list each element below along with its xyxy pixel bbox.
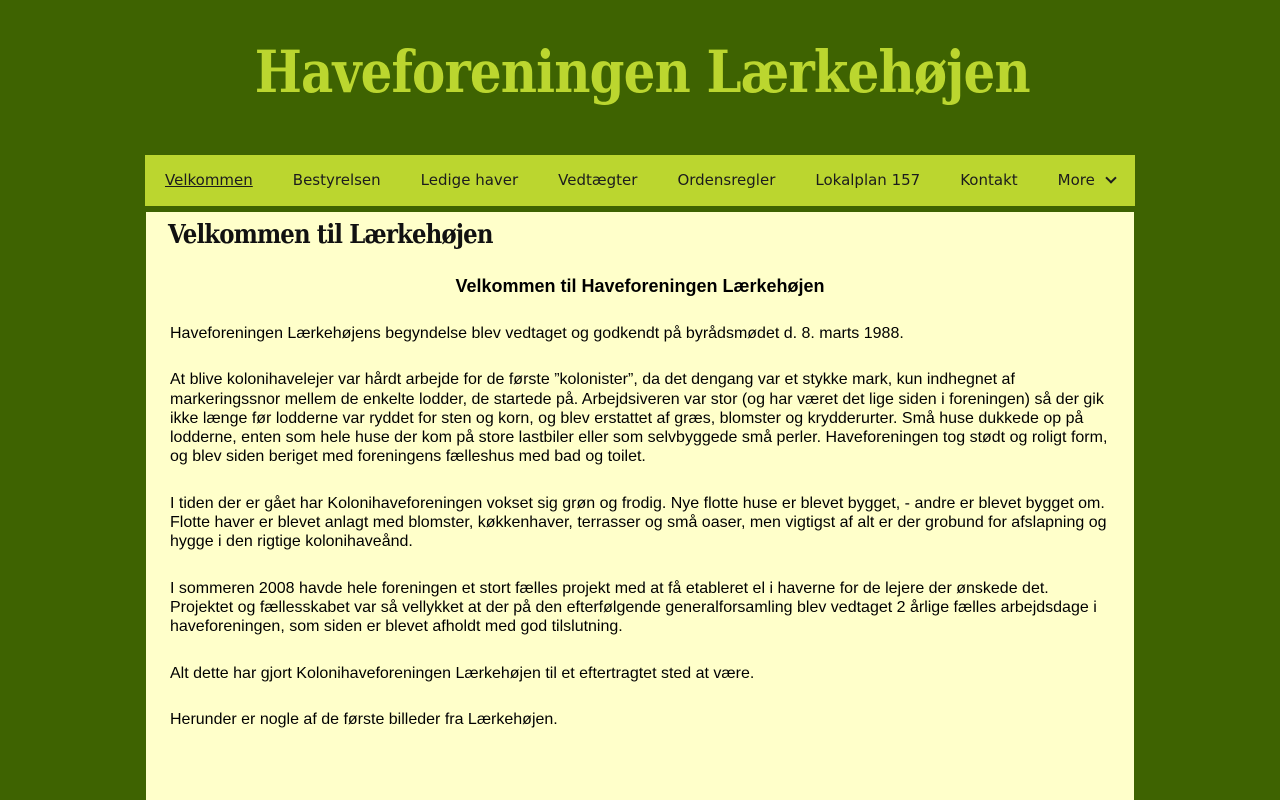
- nav-item-lokalplan-157[interactable]: [795, 155, 940, 206]
- chevron-down-icon: [1105, 172, 1116, 183]
- paragraph: I sommeren 2008 havde hele foreningen et stort fælles projekt med at få etableret el i haverne for de lejere der ønskede det. Projektet og fællesskabet var så vellykket at der på den efterfølgende generalforsamling blev vedtaget 2 årlige fælles arbejdsdage i haveforeningen, som siden er blevet afholdt med god tilslutning.: [170, 579, 1097, 636]
- nav-item-label: Vedtægter: [558, 171, 638, 189]
- nav-item-velkommen[interactable]: [145, 155, 273, 206]
- paragraph: I tiden der er gået har Kolonihaveforeningen vokset sig grøn og frodig. Nye flotte huse er blevet bygget, - andre er blevet bygget om. Flotte haver er blevet anlagt med blomster, køkkenhaver, terrasser og små oaser, men vigtigst af alt er der grobund for afslapning og hygge i den rigtige kolonihaveånd.: [170, 494, 1107, 551]
- page-title: Velkommen til Lærkehøjen: [168, 220, 493, 250]
- nav-item-label: Kontakt: [960, 171, 1018, 189]
- nav-item-ordensregler[interactable]: [657, 155, 795, 206]
- body-text: [170, 324, 1112, 756]
- nav-item-label: More: [1057, 171, 1095, 189]
- nav-item-kontakt[interactable]: [940, 155, 1037, 206]
- nav-item-label: Ledige haver: [420, 171, 519, 189]
- nav-item-label: Lokalplan 157: [815, 171, 921, 189]
- nav-item-label: Velkommen: [165, 171, 253, 189]
- nav-item-more[interactable]: [1038, 155, 1135, 206]
- paragraph: Alt dette har gjort Kolonihaveforeningen Lærkehøjen til et eftertragtet sted at være.: [170, 664, 755, 682]
- paragraph: At blive kolonihavelejer var hårdt arbejde for de første ”kolonister”, da det dengang var et stykke mark, kun indhegnet af markeringssnor mellem de enkelte lodder, de startede på. Arbejdsiveren var stor (og har været det lige siden i foreningen) så der gik ikke længe før lodderne var ryddet for sten og korn, og blev erstattet af græs, blomster og krydderurter. Små huse dukkede op på lodderne, enten som hele huse der kom på store lastbiler eller som selvbyggede små perler. Haveforeningen tog stødt og roligt form, og blev siden beriget med foreningens fælleshus med bad og toilet.: [170, 371, 1108, 466]
- nav-item-bestyrelsen[interactable]: [273, 155, 401, 206]
- paragraph: Herunder er nogle af de første billeder fra Lærkehøjen.: [170, 710, 558, 728]
- main-content: [146, 212, 1134, 800]
- paragraph: Haveforeningen Lærkehøjens begyndelse blev vedtaget og godkendt på byrådsmødet d. 8. marts 1988.: [170, 325, 904, 342]
- nav-item-vedtaegter[interactable]: [538, 155, 657, 206]
- content-subtitle: Velkommen til Haveforeningen Lærkehøjen: [455, 276, 825, 296]
- nav-item-label: Bestyrelsen: [292, 171, 381, 189]
- site-title[interactable]: Haveforeningen Lærkehøjen: [254, 38, 1030, 106]
- nav-item-label: Ordensregler: [677, 171, 776, 189]
- main-navigation: [145, 155, 1135, 206]
- nav-item-ledige-haver[interactable]: [401, 155, 539, 206]
